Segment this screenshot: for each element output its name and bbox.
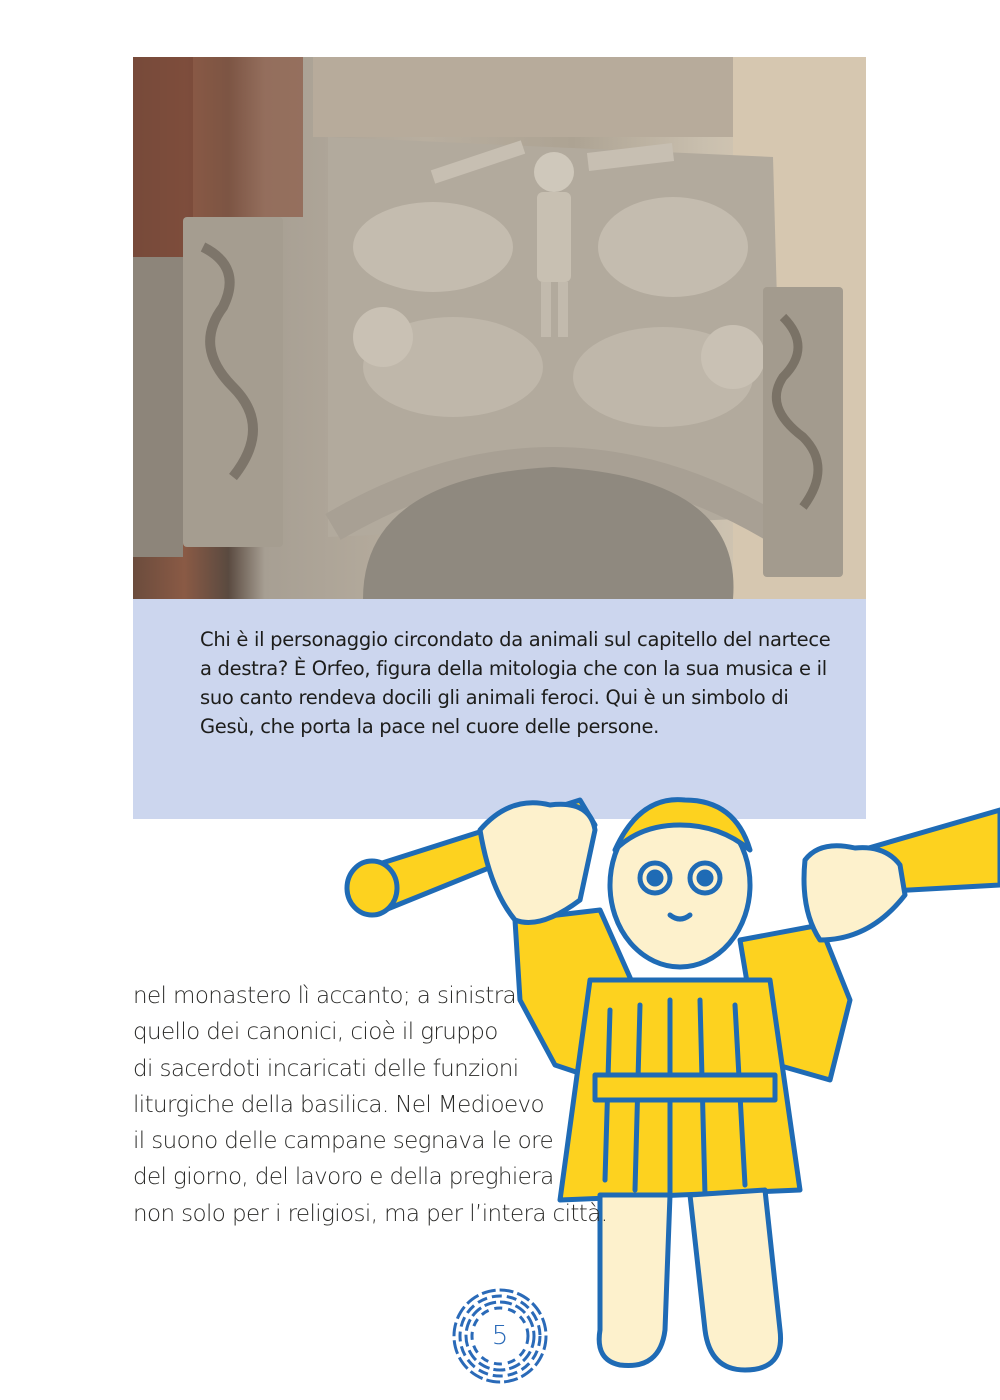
body-line: quello dei canonici, cioè il gruppo xyxy=(133,1019,498,1046)
capital-photo xyxy=(133,57,866,599)
body-line: il suono delle campane segnava le ore xyxy=(133,1128,554,1155)
capital-relief-image xyxy=(133,57,866,599)
caption-text: Chi è il personaggio circondato da animali sul capitello del nartece a destra? È Orfeo, figura della mitologia che con la sua musica e il suo canto rendeva docili gli animali feroci. Qui è un simbolo di Gesù, che porta la pace nel cuore delle persone. xyxy=(200,628,831,738)
body-line: non solo per i religiosi, ma per l’intera città. xyxy=(133,1200,608,1227)
body-line: del giorno, del lavoro e della preghiera xyxy=(133,1164,554,1191)
body-line: di sacerdoti incaricati delle funzioni xyxy=(133,1055,519,1082)
page-number: 5 xyxy=(491,1321,509,1351)
body-line: liturgiche della basilica. Nel Medioevo xyxy=(133,1091,544,1118)
body-line: nel monastero lì accanto; a sinistra xyxy=(133,983,517,1009)
page-number-badge xyxy=(448,1284,552,1388)
body-paragraph xyxy=(133,978,653,1232)
